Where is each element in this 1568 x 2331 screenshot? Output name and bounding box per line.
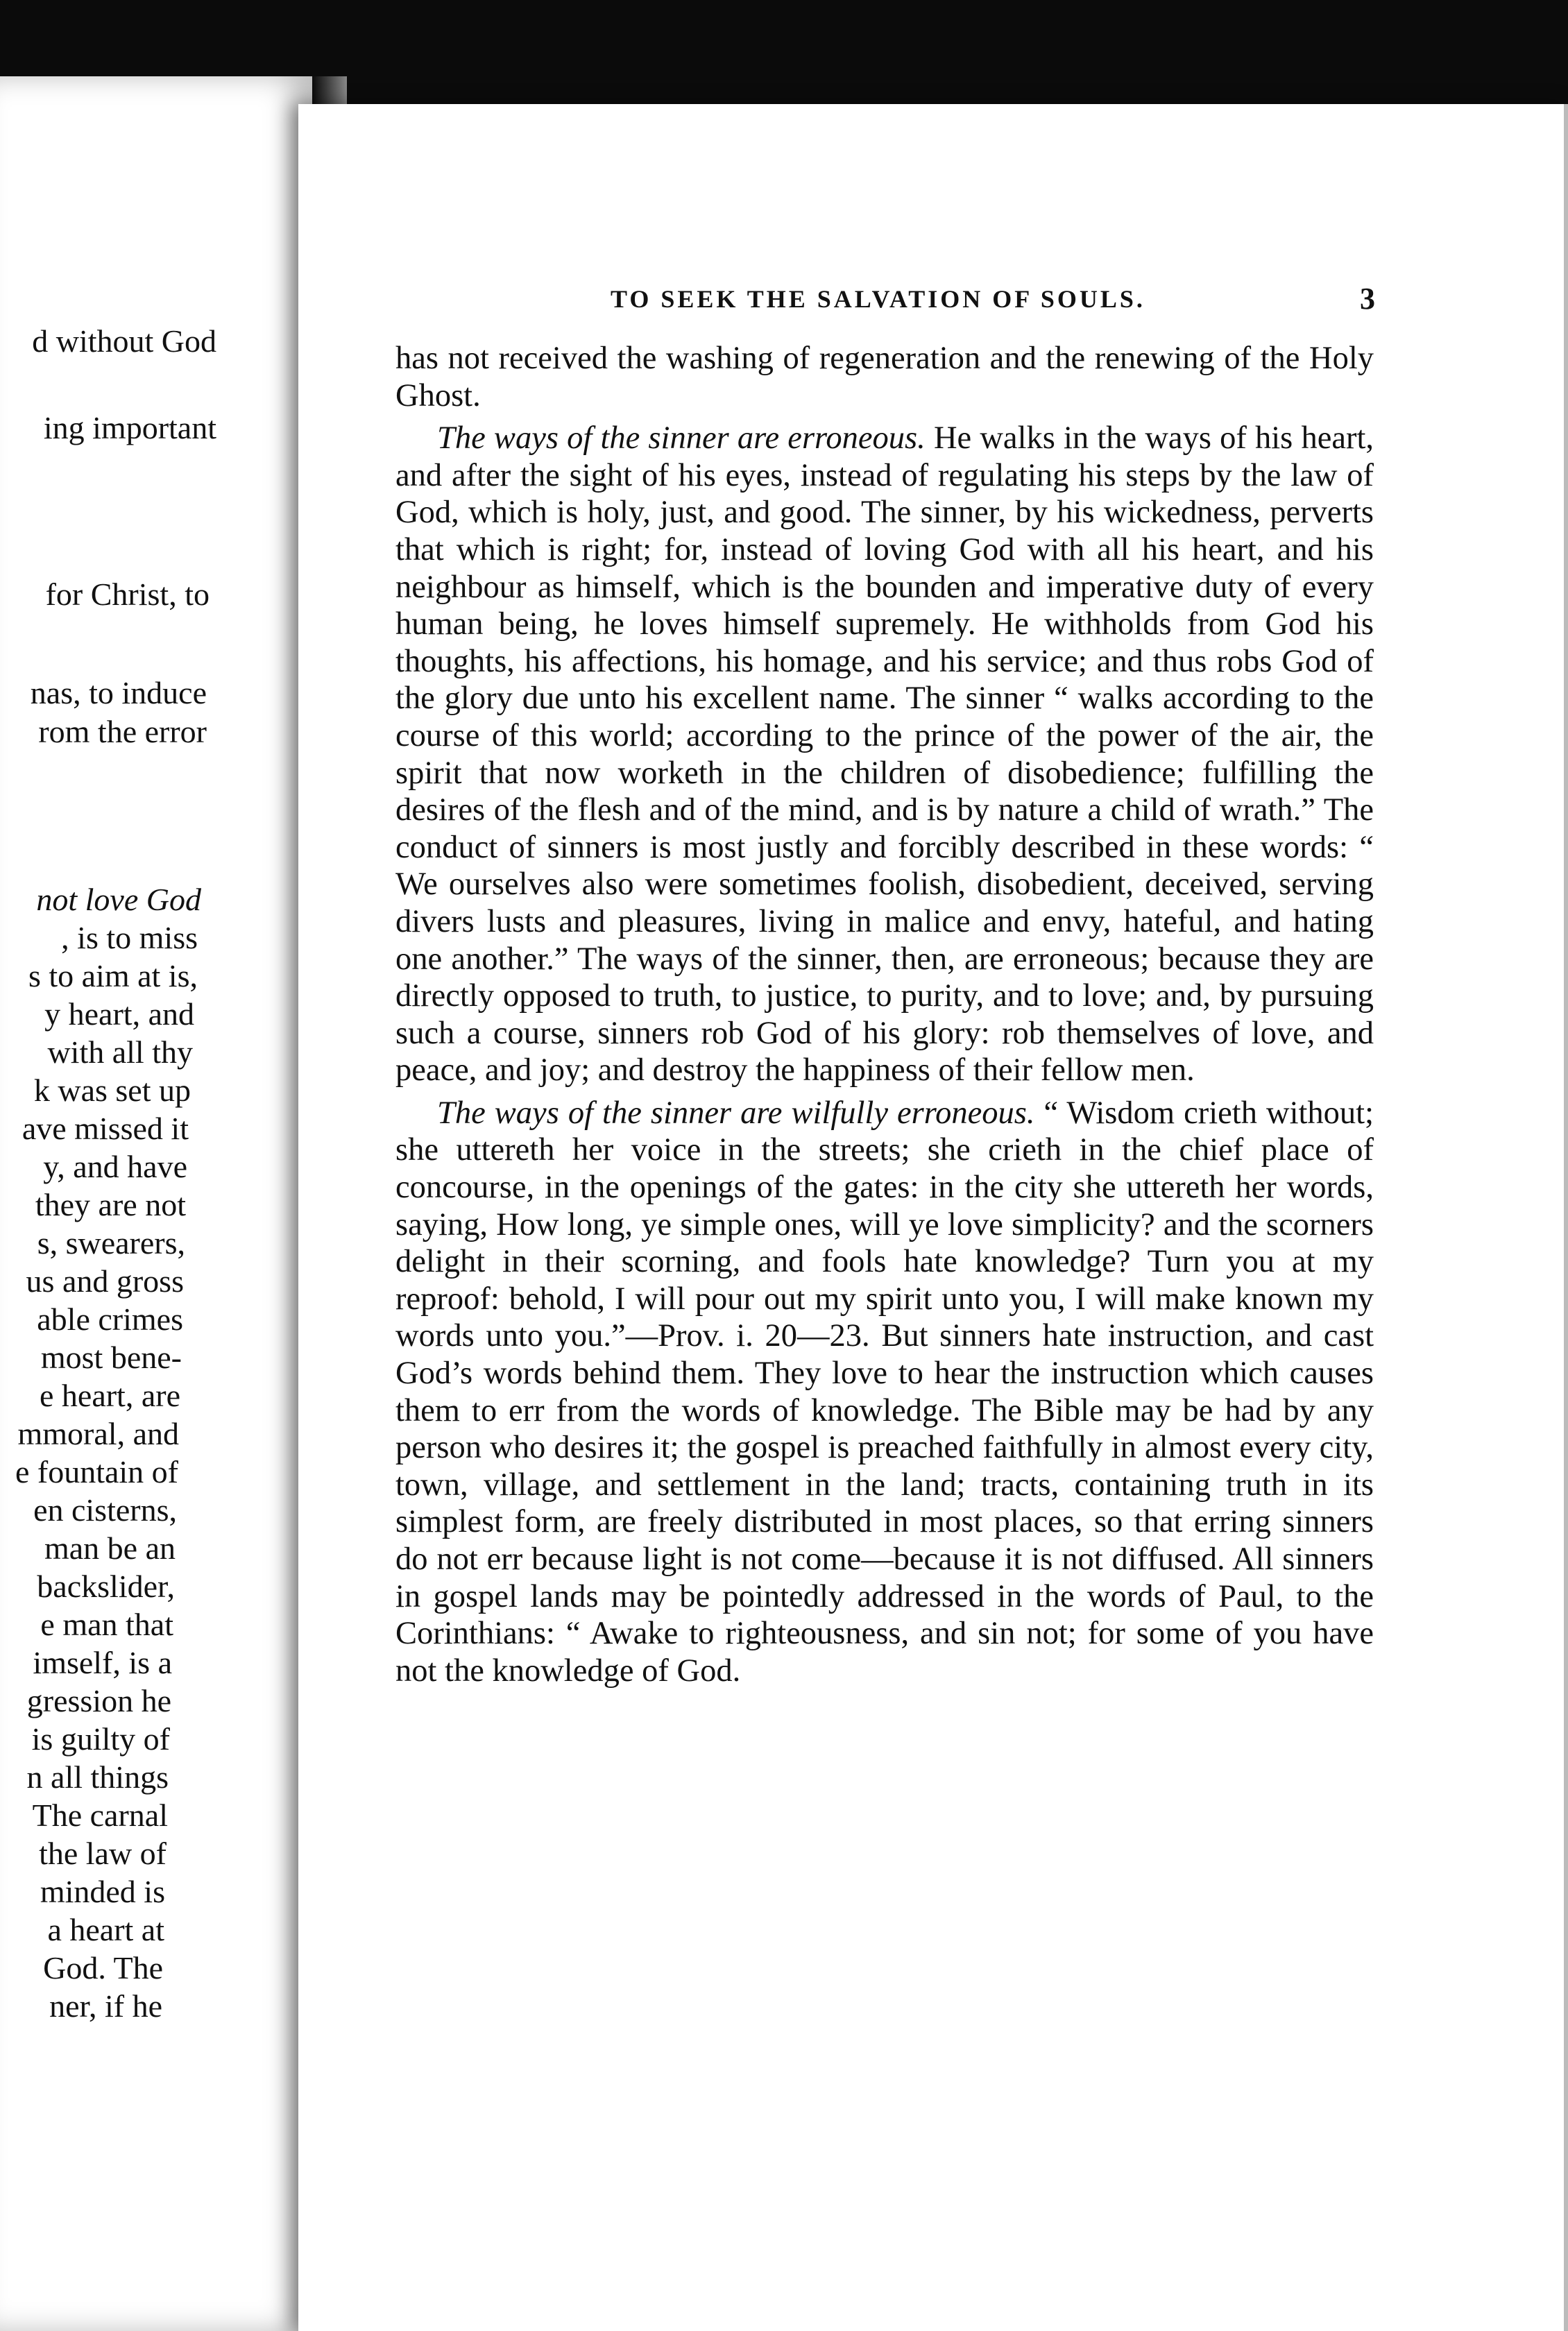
left-page-line: en cisterns, <box>33 1492 177 1528</box>
left-page-line: e heart, are <box>39 1378 180 1413</box>
left-page-line: gression he <box>26 1683 171 1718</box>
body-text <box>395 340 1374 1689</box>
left-page-line: backslider, <box>37 1569 175 1604</box>
left-page-line: minded is <box>40 1874 165 1909</box>
left-page-line: rom the error <box>38 714 207 749</box>
left-page-line: they are not <box>35 1187 186 1222</box>
paragraph-text: has not received the washing of regeneration and the renewing of the Holy Ghost. <box>395 341 1374 413</box>
left-page-line: nas, to induce <box>30 675 207 710</box>
left-page-line: , is to miss <box>61 920 198 955</box>
left-page-line: ave missed it <box>22 1111 189 1146</box>
left-page-line: man be an <box>44 1530 176 1566</box>
left-page-line: a heart at <box>47 1912 164 1947</box>
left-page-line: ing important <box>43 410 216 445</box>
left-page <box>0 76 312 2331</box>
left-page-line: with all thy <box>47 1034 193 1070</box>
left-page-line: e man that <box>40 1607 173 1642</box>
paragraph-lead: The ways of the sinner are wilfully erroneous. <box>437 1095 1035 1131</box>
left-page-line: imself, is a <box>33 1645 172 1680</box>
paragraph-text: “ Wisdom crieth without; she uttereth her voice in the streets; she crieth in the chief place of concourse, in the openings of the gates: in the city she uttereth her words, saying, How long, ye simple ones, will ye love simplicity? and the scorners delight in their scorning, and fools hate knowledge? Turn you at my reproof: behold, I will pour out my spirit unto you, I will make known my words unto you.”—Prov. i. 20—23. But sinners hate instruction, and cast God’s words behind them. They love to hear the instruction which causes them to err from the words of knowledge. The Bible may be had by any person who desires it; the gospel is preached faithfully in almost every city, town, village, and settlement in the land; tracts, containing truth in its simplest form, are freely distributed in most places, so that erring sinners do not err because light is not come—because it is not diffused. All sinners in gospel lands may be pointedly addressed in the words of Paul, to the Corinthians: “ Awake to righteousness, and sin not; for some of you have not the knowledge of God. <box>395 1095 1374 1689</box>
left-page-line: for Christ, to <box>45 577 210 612</box>
page-edge <box>1564 104 1568 2331</box>
paragraph-text: He walks in the ways of his heart, and after the sight of his eyes, instead of regulating his steps by the law of God, which is holy, just, and good. The sinner, by his wickedness, perverts that which is right; for, instead of loving God with all his heart, and his neighbour as himself, which is the bounden and imperative duty of every human being, he loves himself supremely. He withholds from God his thoughts, his affections, his homage, and his service; and thus robs God of the glory due unto his excellent name. The sinner “ walks according to the course of this world; according to the prince of the power of the air, the spirit that now worketh in the children of disobedience; fulfilling the desires of the flesh and of the mind, and is by nature a child of wrath.” The conduct of sinners is most justly and forcibly described in these words: “ We ourselves also were sometimes foolish, disobedient, deceived, serving divers lusts and pleasures, living in malice and envy, hateful, and hating one another.” The ways of the sinner, then, are erroneous; because they are directly opposed to truth, to justice, to purity, and to love; and, by pursuing such a course, sinners rob God of his glory: rob themselves of love, and peace, and joy; and destroy the happiness of their fellow men. <box>395 420 1374 1088</box>
left-page-line: is guilty of <box>31 1721 170 1757</box>
paragraph <box>395 420 1374 1089</box>
paragraph <box>395 340 1374 414</box>
left-page-line: ner, if he <box>49 1988 162 2024</box>
left-page-line: s, swearers, <box>37 1225 185 1261</box>
left-page-line: y heart, and <box>44 996 194 1032</box>
paragraph <box>395 1095 1374 1690</box>
running-head: TO SEEK THE SALVATION OF SOULS. <box>611 285 1145 313</box>
left-page-line: d without God <box>32 323 216 359</box>
paragraph-lead: The ways of the sinner are erroneous. <box>437 420 926 456</box>
left-page-line: s to aim at is, <box>28 958 198 993</box>
left-page-line: y, and have <box>43 1149 187 1184</box>
left-page-line: The carnal <box>32 1798 168 1833</box>
left-page-line: God. The <box>43 1950 163 1986</box>
left-page-line: k was set up <box>33 1073 191 1108</box>
left-page-line: most bene- <box>40 1340 182 1375</box>
left-page-line: us and gross <box>26 1263 184 1299</box>
left-page-line: n all things <box>26 1759 169 1795</box>
left-page-line: e fountain of <box>15 1454 178 1489</box>
page-number: 3 <box>1360 282 1375 316</box>
left-page-line: not love God <box>36 882 201 917</box>
left-page-line: able crimes <box>37 1301 183 1337</box>
left-page-line: the law of <box>39 1836 167 1871</box>
left-page-line: mmoral, and <box>17 1416 179 1451</box>
